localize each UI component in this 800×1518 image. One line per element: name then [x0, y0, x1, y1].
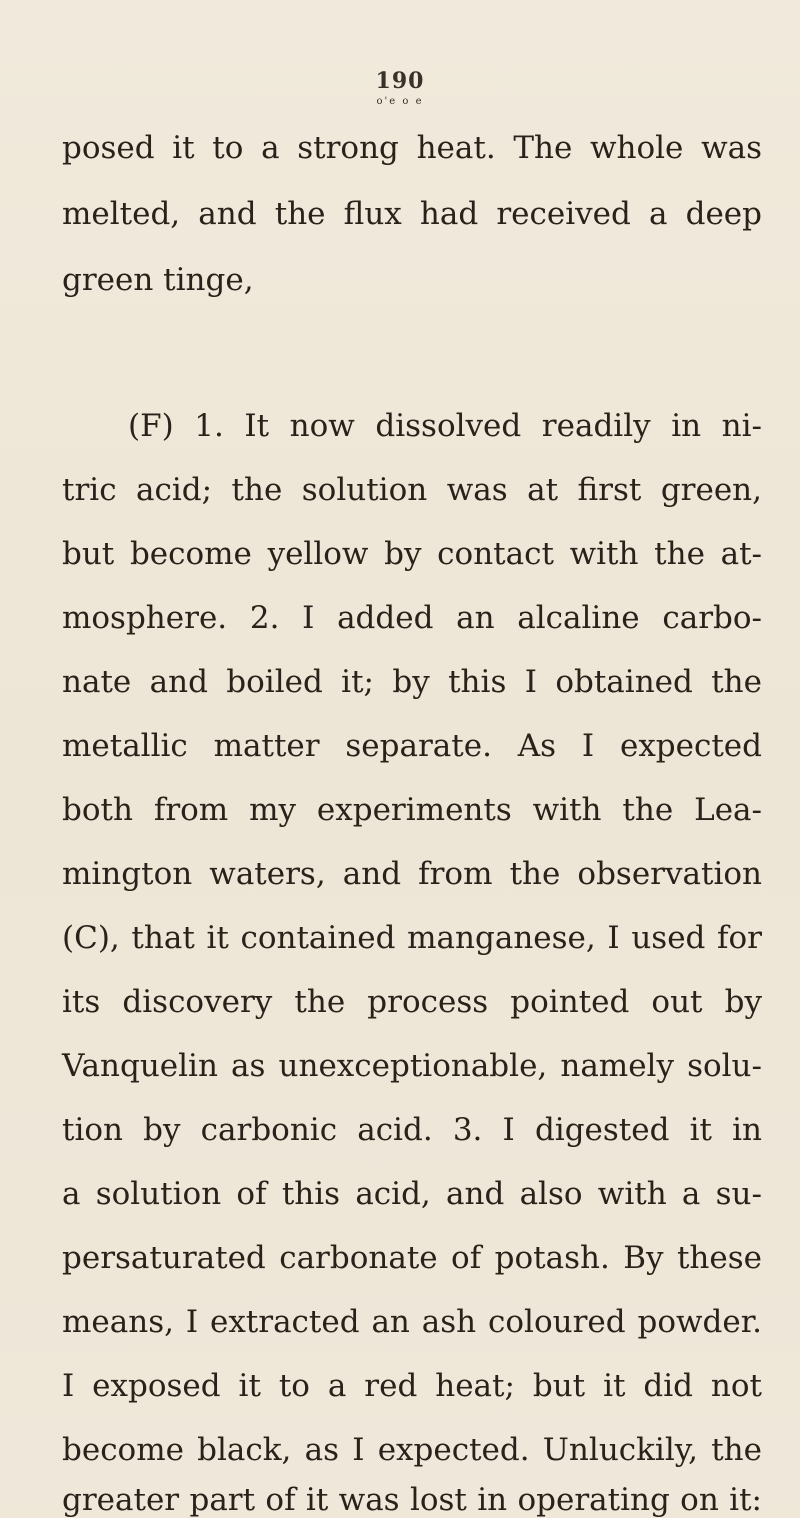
text-line-14: Vanquelin as unexceptionable, namely solu- [62, 1048, 762, 1084]
page-number: 190 [375, 68, 425, 94]
text-line-19: I exposed it to a red heat; but it did not [62, 1368, 762, 1404]
text-line-8: nate and boiled it; by this I obtained the [62, 664, 762, 700]
text-line-11: mington waters, and from the observation [62, 856, 762, 892]
text-line-7: mosphere. 2. I added an alcaline carbo- [62, 600, 762, 636]
text-line-18: means, I extracted an ash coloured powder. [62, 1304, 762, 1340]
signature-mark: o'e o e [376, 96, 424, 107]
text-line-10: both from my experiments with the Lea- [62, 792, 762, 828]
text-line-1: posed it to a strong heat. The whole was [62, 130, 762, 166]
text-line-2: melted, and the flux had received a deep [62, 196, 762, 232]
text-line-9: metallic matter separate. As I expected [62, 728, 762, 764]
text-line-6: but become yellow by contact with the at- [62, 536, 762, 572]
text-line-13: its discovery the process pointed out by [62, 984, 762, 1020]
text-line-21: greater part of it was lost in operating on it: [62, 1482, 762, 1518]
text-line-17: persaturated carbonate of potash. By these [62, 1240, 762, 1276]
text-line-16: a solution of this acid, and also with a su- [62, 1176, 762, 1212]
text-line-12: (C), that it contained manganese, I used for [62, 920, 762, 956]
text-line-3: green tinge, [62, 262, 254, 298]
text-line-15: tion by carbonic acid. 3. I digested it in [62, 1112, 762, 1148]
text-line-5: tric acid; the solution was at first green, [62, 472, 762, 508]
text-line-20: become black, as I expected. Unluckily, the [62, 1432, 762, 1468]
text-line-4: (F) 1. It now dissolved readily in ni- [128, 408, 762, 444]
